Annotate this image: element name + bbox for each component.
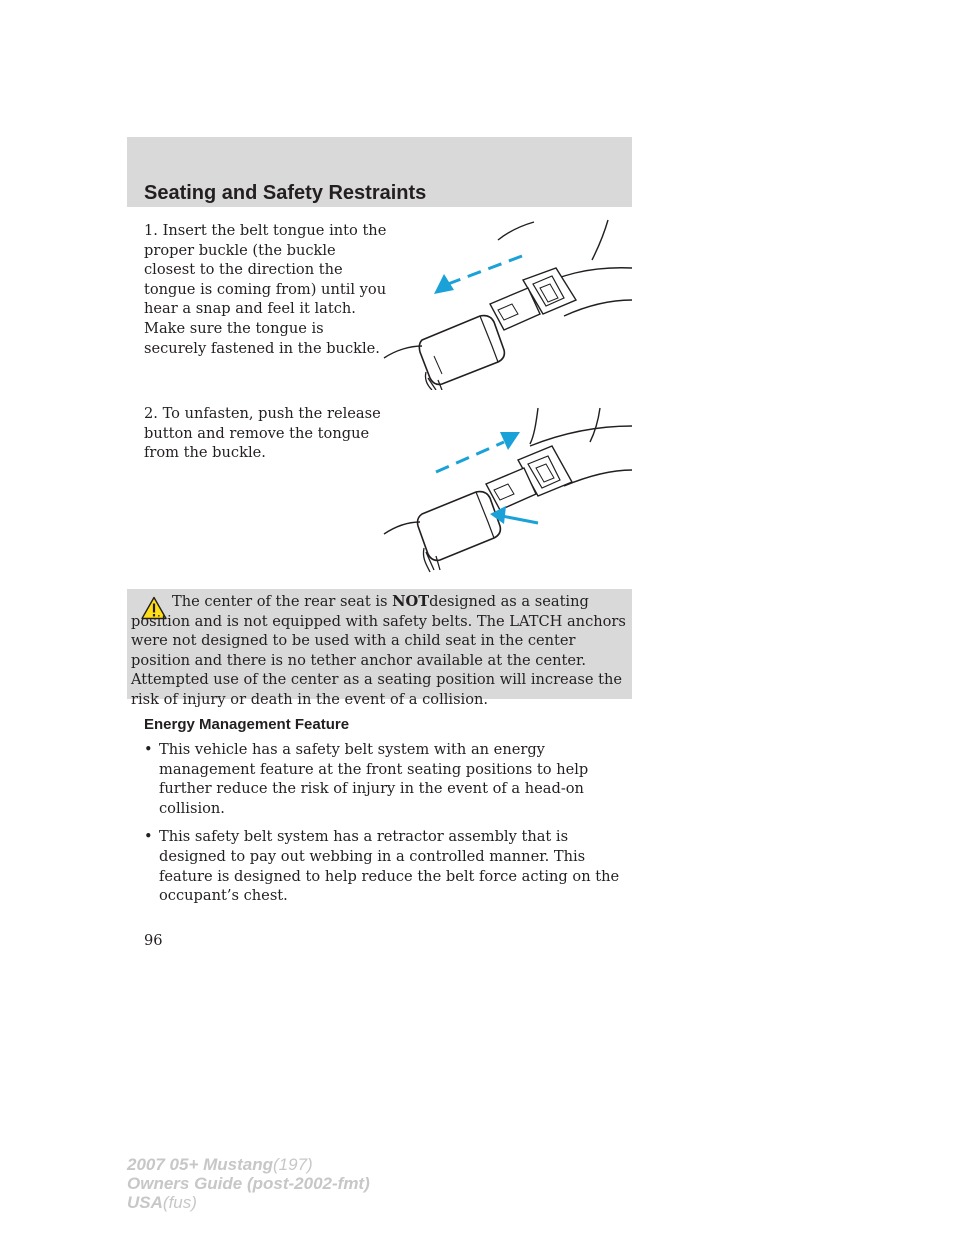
buckle-release-illustration [380, 402, 632, 574]
warning-lead: The center of the rear seat is [172, 593, 393, 610]
footer-line1-main: 2007 05+ Mustang [127, 1155, 273, 1174]
footer-line3-sub: (fus) [162, 1193, 197, 1212]
footer-line2-main: Owners Guide (post-2002-fmt) [127, 1174, 370, 1193]
energy-management-heading: Energy Management Feature [144, 716, 350, 733]
energy-management-list [144, 740, 634, 915]
warning-box [127, 589, 632, 708]
buckle-insert-illustration [380, 218, 632, 390]
bullet-text: This safety belt system has a retractor assembly that is designed to pay out webbing in a controlled manner. This feature is designed to help reduce the belt force acting on the occupant’s chest. [159, 828, 620, 905]
footer-line1-sub: (197) [273, 1155, 313, 1174]
page-number: 96 [144, 932, 163, 949]
bullet-mark: • [144, 828, 153, 846]
step-2-text: 2. To unfasten, push the release button and remove the tongue from the buckle. [144, 405, 381, 462]
bullet-text: This vehicle has a safety belt system with an energy management feature at the front seating positions to help further reduce the risk of injury in the event of a head-on collision. [159, 741, 589, 817]
list-item [144, 827, 634, 905]
section-title: Seating and Safety Restraints [144, 182, 427, 204]
step-1-text: 1. Insert the belt tongue into the proper buckle (the buckle closest to the direction the tongue is coming from) until you hear a snap and feel it latch. Make sure the tongue is securely fastened in the buckle. [144, 222, 387, 357]
warning-rest: designed as a seating position and is not equipped with safety belts. The LATCH anchors were not designed to be used with a child seat in the center position and there is no tether anchor available at the center. Attempted use of the center as a seating position will increase the risk of injury or death in the event of a collision. [131, 593, 626, 708]
footer-line3-main: USA [127, 1193, 163, 1212]
warning-text [131, 592, 628, 710]
list-item [144, 740, 634, 818]
warning-emphasis: NOT [392, 593, 430, 610]
document-footer [127, 1155, 370, 1212]
bullet-mark: • [144, 741, 153, 758]
